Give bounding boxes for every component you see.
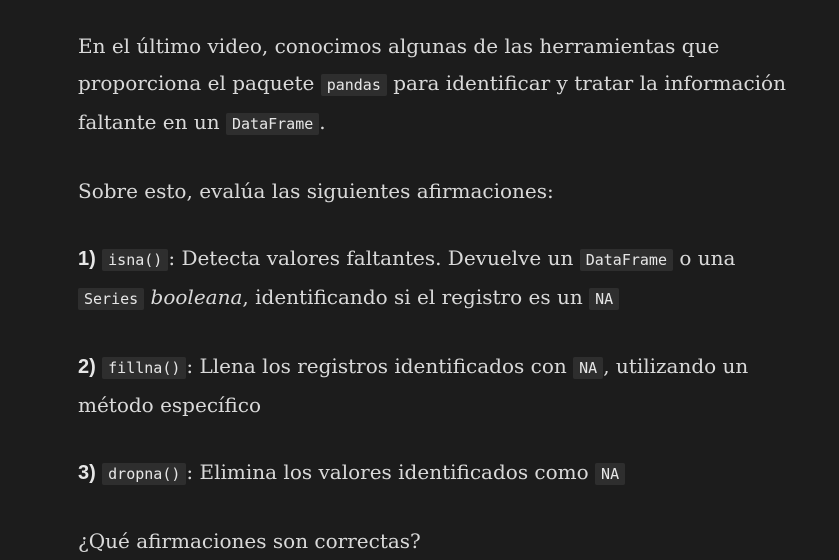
inline-code-fillna: fillna() [102, 357, 186, 379]
inline-code-dropna: dropna() [102, 463, 186, 485]
statement-number: 1) [78, 248, 96, 270]
inline-code-dataframe: DataFrame [226, 113, 319, 135]
inline-code-dataframe: DataFrame [580, 249, 673, 271]
statement-number: 2) [78, 356, 96, 378]
statement-number: 3) [78, 462, 96, 484]
inline-code-isna: isna() [102, 249, 168, 271]
inline-code-na: NA [595, 463, 625, 485]
inline-code-na: NA [573, 357, 603, 379]
final-question: ¿Qué afirmaciones son correctas? [78, 529, 421, 553]
statement-2: 2) fillna() : Llena los registros identificados con NA , utilizando un método específico [78, 354, 749, 417]
statement-1: 1) isna() : Detecta valores faltantes. Devuelve un DataFrame o una Series booleana, identificando si el registro es un NA [78, 246, 736, 309]
inline-code-pandas: pandas [321, 74, 387, 96]
emphasis-text: booleana [150, 285, 243, 309]
prompt-paragraph: Sobre esto, evalúa las siguientes afirmaciones: [78, 179, 554, 203]
statement-3: 3) dropna() : Elimina los valores identificados como NA [78, 454, 798, 493]
question-content [78, 28, 798, 560]
inline-code-na: NA [589, 288, 619, 310]
intro-paragraph: En el último video, conocimos algunas de las herramientas que proporciona el paquete pandas para identificar y tratar la información faltante en un DataFrame . [78, 34, 786, 134]
inline-code-series: Series [78, 288, 144, 310]
